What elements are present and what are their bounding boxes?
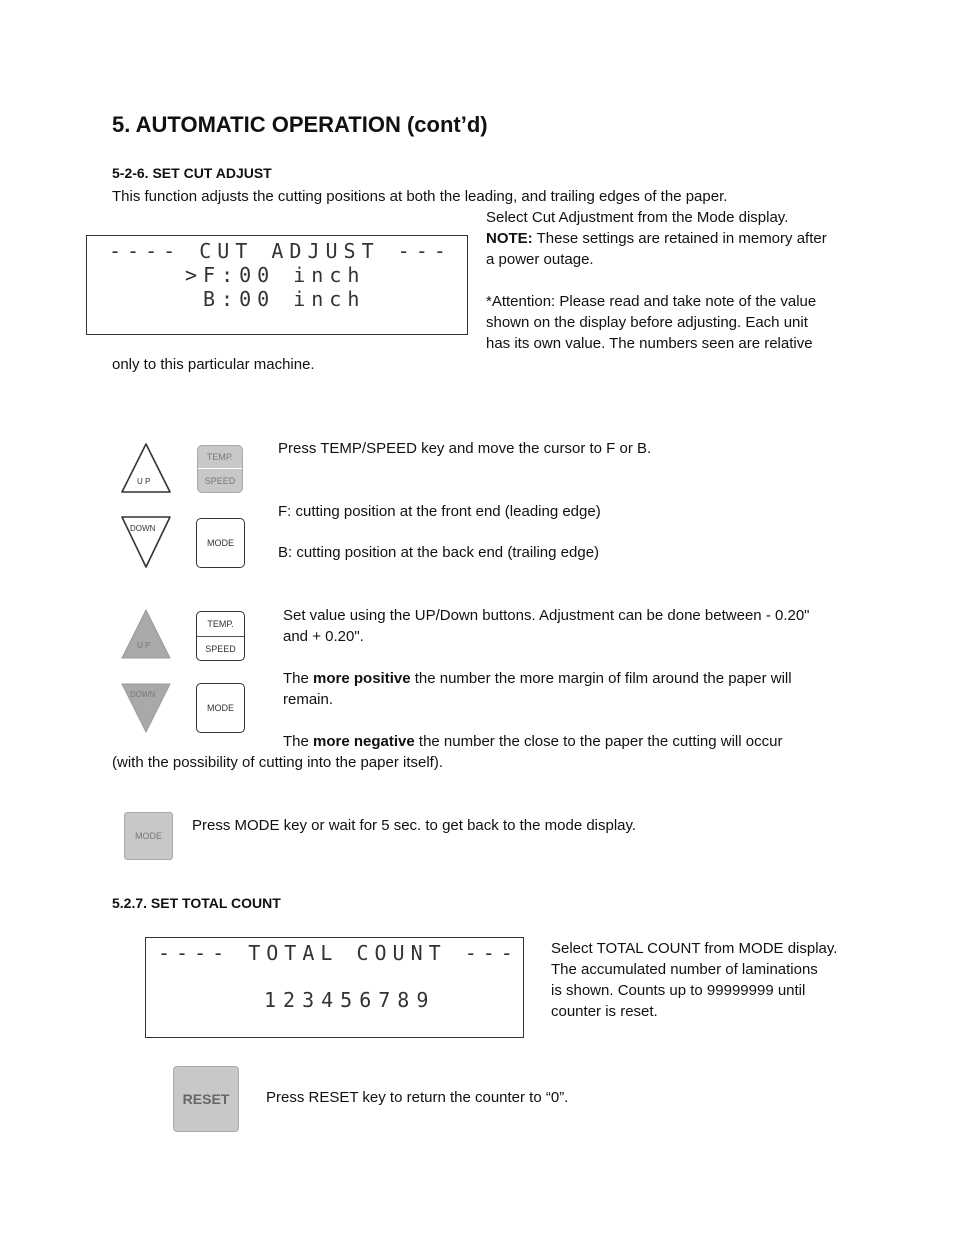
lcd-line-1: ---- CUT ADJUST --- (109, 239, 452, 263)
speed-label-2: SPEED (205, 643, 236, 654)
step-temp-speed-text: Press TEMP/SPEED key and move the cursor to F or B. (278, 440, 652, 457)
select-cut-adjust-text: Select Cut Adjustment from the Mode display. (486, 209, 789, 226)
step-updown-line-2: and + 0.20". (283, 628, 364, 645)
speed-label: SPEED (204, 475, 236, 486)
note-text-2: a power outage. (486, 251, 594, 268)
total-count-desc-2: The accumulated number of laminations (551, 961, 818, 978)
key-divider (198, 468, 242, 469)
key-divider-2 (197, 636, 244, 637)
note-body: These settings are retained in memory after (532, 230, 827, 247)
reset-label: RESET (182, 1091, 230, 1107)
lcd-total-count (145, 937, 524, 1038)
page-title: 5. AUTOMATIC OPERATION (cont’d) (112, 112, 488, 137)
attention-line-1: *Attention: Please read and take note of the value (486, 293, 817, 310)
note-label: NOTE: (486, 230, 533, 247)
temp-label: TEMP. (206, 452, 234, 463)
up-gray-key-label: U P (137, 641, 151, 650)
section-heading-total-count: 5.2.7. SET TOTAL COUNT (112, 895, 281, 911)
attention-line-2: shown on the display before adjusting. Each unit (486, 314, 808, 331)
f-position-text: F: cutting position at the front end (leading edge) (278, 503, 601, 520)
mode-gray-key (124, 812, 173, 860)
pos-rest: the number the more margin of film around the paper will (410, 670, 792, 687)
pos-prefix: The (283, 670, 314, 687)
total-count-desc-3: is shown. Counts up to 99999999 until (551, 982, 806, 999)
mode-key-2 (196, 683, 245, 733)
b-position-text: B: cutting position at the back end (trailing edge) (278, 544, 600, 561)
up-arrow-key-icon (120, 442, 172, 494)
neg-bold: more negative (313, 733, 415, 750)
mode-gray-label: MODE (135, 831, 162, 841)
step-mode-text: Press MODE key or wait for 5 sec. to get back to the mode display. (192, 817, 637, 834)
lcd-total-line-1: ---- TOTAL COUNT --- (158, 941, 519, 965)
up-key-label: U P (137, 477, 151, 486)
attention-line-4: only to this particular machine. (112, 356, 315, 373)
more-negative-line-2: (with the possibility of cutting into the paper itself). (112, 754, 443, 771)
reset-key (173, 1066, 239, 1132)
step-updown-line-1: Set value using the UP/Down buttons. Adjustment can be done between - 0.20" (283, 607, 810, 624)
temp-speed-key (197, 445, 243, 493)
more-negative-text (283, 731, 782, 752)
neg-prefix: The (283, 733, 314, 750)
reset-instruction-text: Press RESET key to return the counter to “0”. (266, 1089, 569, 1106)
temp-label-2: TEMP. (207, 618, 234, 629)
mode-key (196, 518, 245, 568)
more-positive-text (283, 668, 792, 689)
pos-bold: more positive (313, 670, 411, 687)
up-arrow-gray-key-icon (120, 608, 172, 660)
total-count-desc-4: counter is reset. (551, 1003, 658, 1020)
down-gray-key-label: DOWN (130, 690, 156, 699)
cut-adjust-intro: This function adjusts the cutting positions at both the leading, and trailing edges of the paper. (112, 188, 728, 205)
down-key-label: DOWN (130, 524, 156, 533)
attention-line-3: has its own value. The numbers seen are relative (486, 335, 813, 352)
total-count-desc-1: Select TOTAL COUNT from MODE display. (551, 940, 838, 957)
section-heading-cut-adjust: 5-2-6. SET CUT ADJUST (112, 165, 272, 181)
lcd-line-2: >F:00 inch (185, 263, 366, 287)
lcd-total-line-2: 123456789 (264, 988, 436, 1012)
mode-label: MODE (207, 538, 234, 548)
temp-speed-white-key (196, 611, 245, 661)
neg-rest: the number the close to the paper the cutting will occur (414, 733, 783, 750)
mode-label-2: MODE (207, 703, 234, 713)
more-positive-line-2: remain. (283, 691, 334, 708)
lcd-cut-adjust (86, 235, 468, 335)
lcd-line-3: B:00 inch (203, 287, 366, 311)
note-text (486, 228, 827, 249)
